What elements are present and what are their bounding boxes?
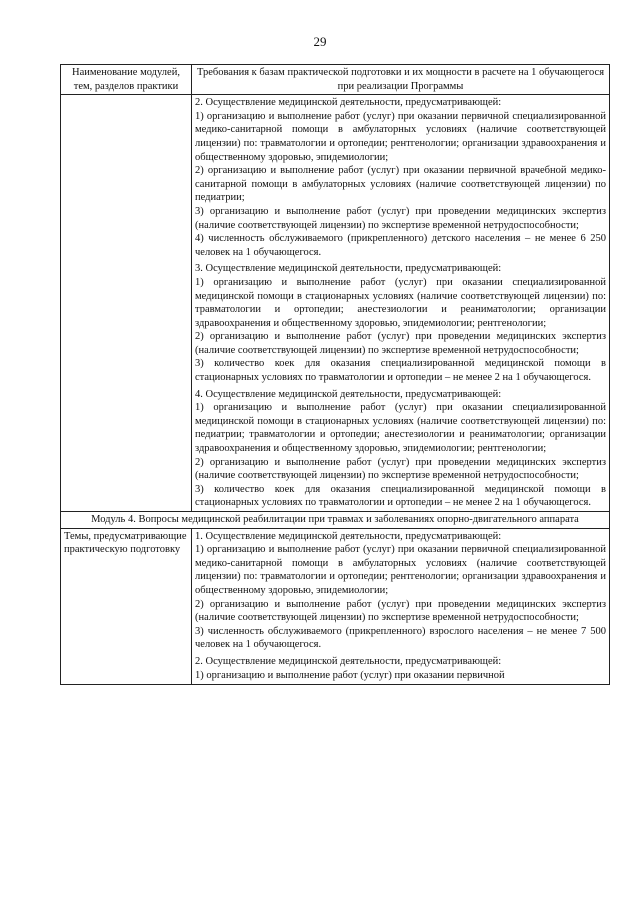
section-line: 2. Осуществление медицинской деятельности, предусматривающей: <box>195 97 502 109</box>
section-line: 2) организацию и выполнение работ (услуг) при проведении медицинских экспертиз (наличие соответствующей лицензии) по экспертизе временной нетрудоспособности; <box>195 456 606 482</box>
section-4 <box>195 388 606 510</box>
section-line: 4) численность обслуживаемого (прикрепленного) детского населения – не менее 6 250 человек на 1 обучающегося. <box>195 233 606 258</box>
section-line: 1) организацию и выполнение работ (услуг) при оказании первичной специализированной медико-санитарной помощи в амбулаторных условиях (наличие соответствующей лицензии) по: травматологии и ортопедии; рентгенологии; организации здравоохранения и общественному здоровью, эпидемиологии; <box>195 110 606 163</box>
requirements-table <box>60 64 610 685</box>
requirements-cell <box>192 95 610 512</box>
section-line: 2) организацию и выполнение работ (услуг) при оказании первичной врачебной медико-санитарной помощи в амбулаторных условиях (наличие соответствующей лицензии) по педиатрии; <box>195 165 606 204</box>
section-line: 3) количество коек для оказания специализированной медицинской помощи в стационарных условиях по травматологии и ортопедии – не менее 2 на 1 обучающегося. <box>195 483 606 509</box>
table-row <box>61 528 610 684</box>
page-number: 29 <box>313 34 327 49</box>
section-line: 4. Осуществление медицинской деятельности, предусматривающей: <box>195 388 502 400</box>
table-row <box>61 95 610 512</box>
section-line: 2) организацию и выполнение работ (услуг) при проведении медицинских экспертиз (наличие соответствующей лицензии) по экспертизе временной нетрудоспособности; <box>195 331 606 356</box>
section-line: 1) организацию и выполнение работ (услуг) при оказании специализированной медицинской помощи в стационарных условиях (наличие соответствующей лицензии) по: педиатрии; травматологии и ортопедии; анестезиологии и реаниматологии; организации здравоохранения и общественному здоровью, эпидемиологии; рентгенологии; <box>195 402 606 455</box>
requirements-cell <box>192 528 610 684</box>
section-line: 1) организацию и выполнение работ (услуг) при оказании специализированной медицинской помощи в стационарных условиях (наличие соответствующей лицензии) по: травматологии и ортопедии; анестезиологии и реаниматологии; организации здравоохранения и общественному здоровью, эпидемиологии; рентгенологии; <box>195 276 606 329</box>
topics-label: Темы, предусматривающие практическую подготовку <box>61 528 192 684</box>
section-line: 1) организацию и выполнение работ (услуг) при оказании первичной специализированной медико-санитарной помощи в амбулаторных условиях (наличие соответствующей лицензии) по: травматологии и ортопедии; рентгенологии; организации здравоохранения и общественному здоровью, эпидемиологии; <box>195 544 606 596</box>
section-line: 3) численность обслуживаемого (прикрепленного) взрослого населения – не менее 7 500 человек на 1 обучающегося. <box>195 625 606 651</box>
header-modules: Наименование модулей, тем, разделов практики <box>61 65 192 95</box>
section-3 <box>195 262 606 384</box>
section-line: 1) организацию и выполнение работ (услуг) при оказании первичной <box>195 669 505 681</box>
section-line: 3) организацию и выполнение работ (услуг) при проведении медицинских экспертиз (наличие соответствующей лицензии) по экспертизе временной нетрудоспособности; <box>195 205 606 231</box>
section-line: 2. Осуществление медицинской деятельности, предусматривающей: <box>195 655 502 667</box>
section-line: 3. Осуществление медицинской деятельности, предусматривающей: <box>195 263 502 275</box>
section-2b <box>195 655 606 683</box>
empty-label-cell <box>61 95 192 512</box>
section-2 <box>195 96 606 259</box>
table-header-row <box>61 65 610 95</box>
section-line: 3) количество коек для оказания специализированной медицинской помощи в стационарных условиях по травматологии и ортопедии – не менее 2 на 1 обучающегося. <box>195 358 606 384</box>
header-requirements: Требования к базам практической подготовки и их мощности в расчете на 1 обучающегося при реализации Программы <box>192 65 610 95</box>
section-line: 2) организацию и выполнение работ (услуг) при проведении медицинских экспертиз (наличие соответствующей лицензии) по экспертизе временной нетрудоспособности; <box>195 598 606 624</box>
section-1 <box>195 530 606 652</box>
module-title: Модуль 4. Вопросы медицинской реабилитации при травмах и заболеваниях опорно-двигательного аппарата <box>61 512 610 529</box>
module-title-row <box>61 512 610 529</box>
section-line: 1. Осуществление медицинской деятельности, предусматривающей: <box>195 530 502 542</box>
